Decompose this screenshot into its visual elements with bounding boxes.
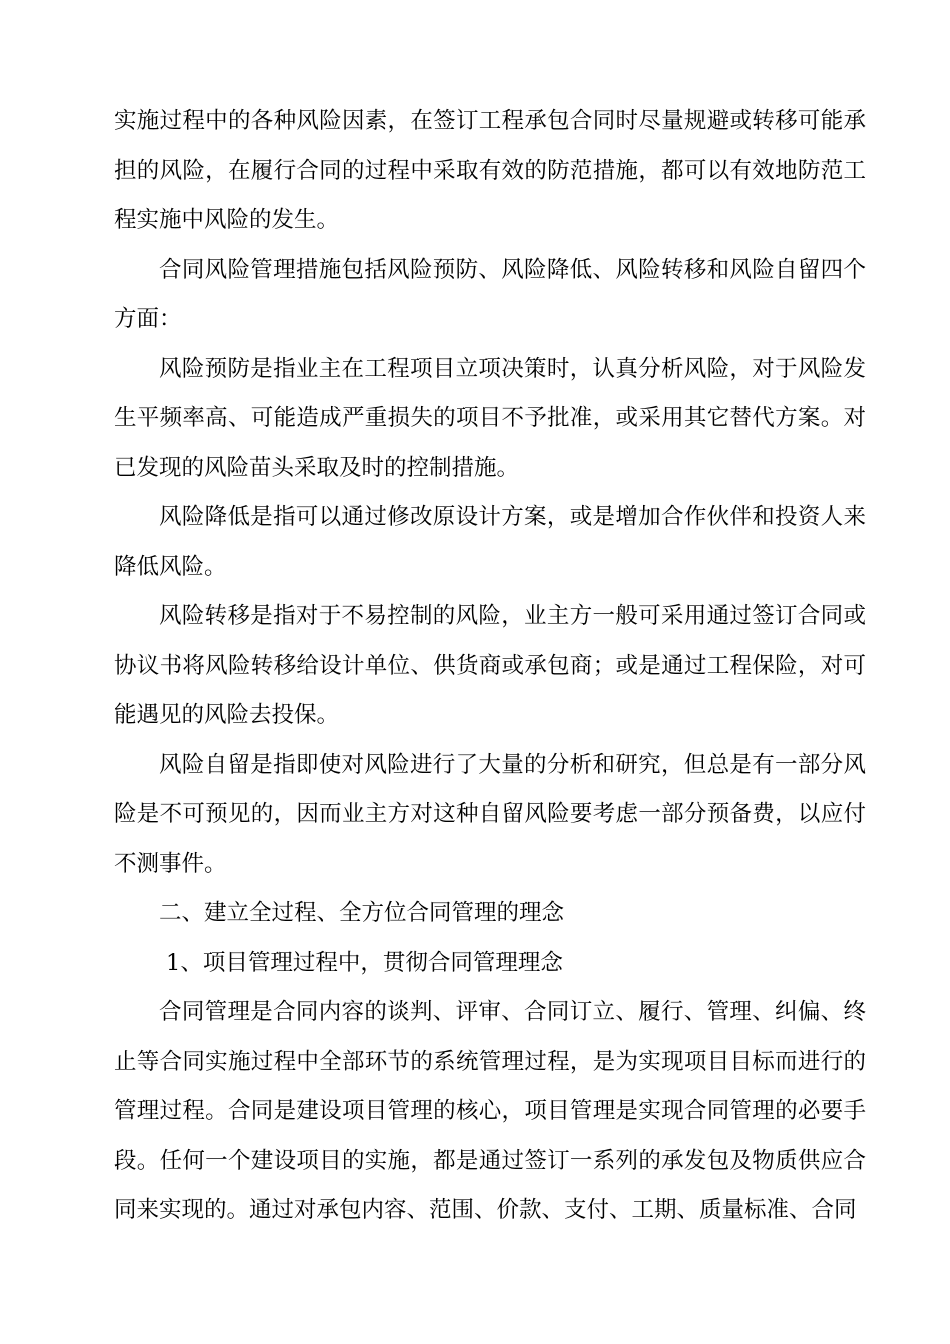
section-heading: 二、建立全过程、全方位合同管理的理念 — [159, 900, 565, 926]
subsection-heading: 1、项目管理过程中，贯彻合同管理理念 — [166, 949, 563, 976]
paragraph-continuation: 实施过程中的各种风险因素，在签订工程承包合同时尽量规避或转移可能承担的风险，在履行合同的过程中采取有效的防范措施，都可以有效地防范工程实施中风险的发生。 — [114, 108, 866, 233]
document-body — [114, 97, 866, 1236]
paragraph-risk-transfer: 风险转移是指对于不易控制的风险，业主方一般可采用通过签订合同或协议书将风险转移给设计单位、供货商或承包商；或是通过工程保险，对可能遇见的风险去投保。 — [114, 603, 866, 728]
paragraph-contract-management: 合同管理是合同内容的谈判、评审、合同订立、履行、管理、纠偏、终止等合同实施过程中全部环节的系统管理过程，是为实现项目目标而进行的管理过程。合同是建设项目管理的核心，项目管理是实现合同管理的必要手段。任何一个建设项目的实施，都是通过签订一系列的承发包及物质供应合同来实现的。通过对承包内容、范围、价款、支付、工期、质量标准、合同 — [114, 999, 866, 1223]
paragraph-risk-reduction: 风险降低是指可以通过修改原设计方案，或是增加合作伙伴和投资人来降低风险。 — [114, 504, 866, 580]
paragraph-risk-prevention: 风险预防是指业主在工程项目立项决策时，认真分析风险，对于风险发生平频率高、可能造成严重损失的项目不予批准，或采用其它替代方案。对已发现的风险苗头采取及时的控制措施。 — [114, 355, 866, 481]
paragraph-risk-measures: 合同风险管理措施包括风险预防、风险降低、风险转移和风险自留四个方面： — [114, 256, 866, 332]
paragraph-risk-retention: 风险自留是指即使对风险进行了大量的分析和研究，但总是有一部分风险是不可预见的，因而业主方对这种自留风险要考虑一部分预备费，以应付不测事件。 — [114, 751, 866, 877]
